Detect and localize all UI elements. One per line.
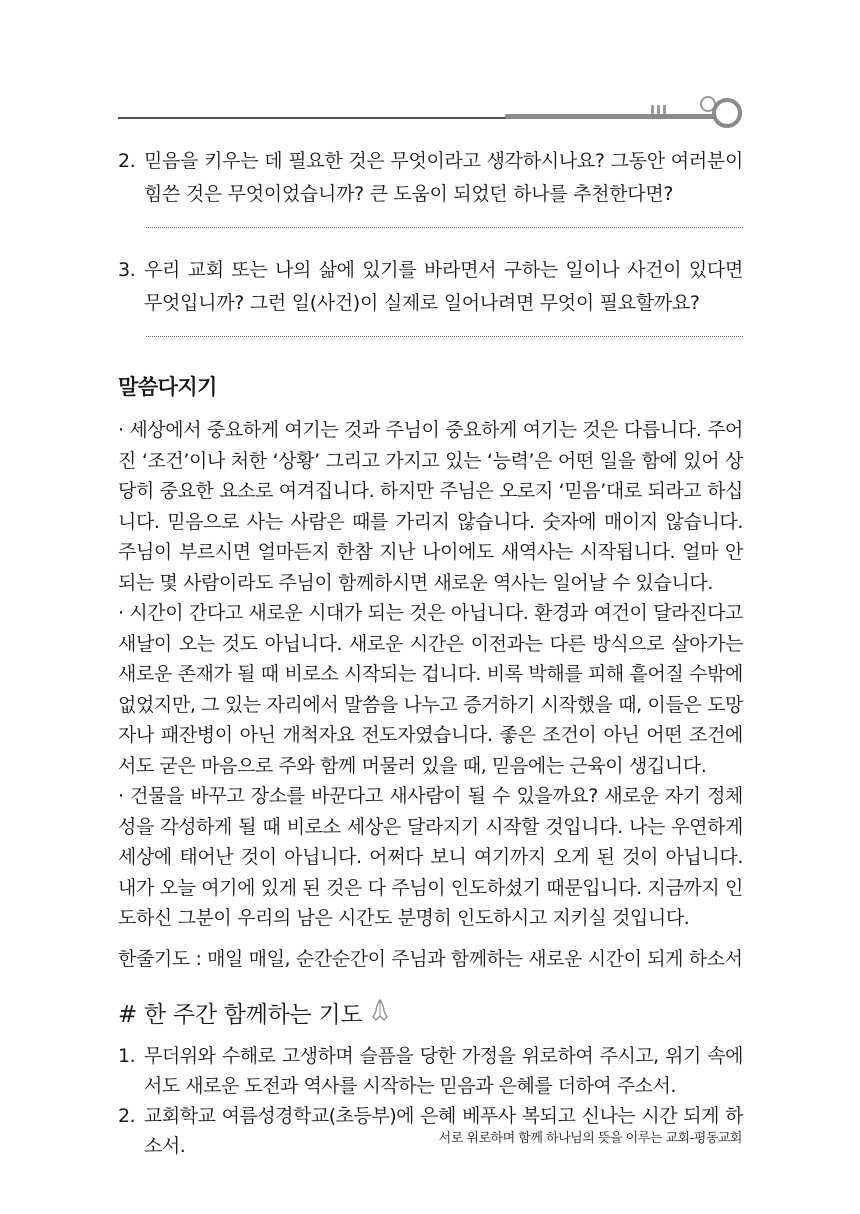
question-text: 우리 교회 또는 나의 삶에 있기를 바라면서 구하는 일이나 사건이 있다면 무엇입니까? 그런 일(사건)이 실제로 일어나려면 무엇이 필요할까요? <box>144 259 743 314</box>
question-2 <box>118 145 743 228</box>
question-number: 3. <box>118 259 136 281</box>
prayer-item-text: 교회학교 여름성경학교(초등부)에 은혜 베푸사 복되고 신나는 시간 되게 하소서. <box>144 1104 743 1157</box>
prayer-item-text: 무더위와 수해로 고생하며 슬픔을 당한 가정을 위로하여 주시고, 위기 속에서도 새로운 도전과 역사를 시작하는 믿음과 은혜를 더하여 주소서. <box>144 1044 743 1097</box>
header-rule-accent <box>505 114 727 119</box>
answer-line[interactable] <box>146 336 743 337</box>
prayer-item-number: 2. <box>118 1104 136 1127</box>
question-3 <box>118 254 743 337</box>
prayer-item <box>118 1041 743 1101</box>
header-dots <box>651 99 691 109</box>
page-footer: 서로 위로하며 함께 하나님의 뜻을 이루는 교회-평동교회 <box>438 1131 742 1146</box>
paragraph: · 건물을 바꾸고 장소를 바꾼다고 새사람이 될 수 있을까요? 새로운 자기 정체성을 각성하게 될 때 비로소 세상은 달라지기 시작할 것입니다. 나는 우연하게 세상에 태어난 것이 아닙니다. 어쩌다 보니 여기까지 오게 된 것이 아닙니다. 내가 오늘 여기에 있게 된 것은 다 주님이 인도하셨기 때문입니다. 지금까지 인도하신 그분이 우리의 남은 시간도 분명히 인도하시고 지키실 것입니다. <box>118 785 743 929</box>
page-content <box>118 145 743 1161</box>
weekly-prayer-heading: # 한 주간 함께하는 기도 <box>118 1001 363 1028</box>
header-ring-large <box>712 98 742 128</box>
paragraph: · 세상에서 중요하게 여기는 것과 주님이 중요하게 여기는 것은 다릅니다. 주어진 ‘조건’이나 처한 ‘상황’ 그리고 가지고 있는 ‘능력’은 어떤 일을 함에 있어 상당히 중요한 요소로 여겨집니다. 하지만 주님은 오로지 ‘믿음’대로 되라고 하십니다. 믿음으로 사는 사람은 때를 가리지 않습니다. 숫자에 매이지 않습니다. 주님이 부르시면 얼마든지 한참 지난 나이에도 새역사는 시작됩니다. 얼마 안 되는 몇 사람이라도 주님이 함께하시면 새로운 역사는 일어날 수 있습니다. <box>118 419 743 594</box>
prayer-item-number: 1. <box>118 1044 136 1067</box>
weekly-prayer-title <box>118 996 743 1029</box>
question-number: 2. <box>118 150 136 172</box>
praying-hands-icon <box>370 998 390 1027</box>
answer-line[interactable] <box>146 227 743 228</box>
paragraph: · 시간이 간다고 새로운 시대가 되는 것은 아닙니다. 환경과 여건이 달라진다고 새날이 오는 것도 아닙니다. 새로운 시간은 이전과는 다른 방식으로 살아가는 새로운 존재가 될 때 비로소 시작되는 겁니다. 비록 박해를 피해 흩어질 수밖에 없었지만, 그 있는 자리에서 말씀을 나누고 증거하기 시작했을 때, 이들은 도망자나 패잔병이 아닌 개척자요 전도자였습니다. 좋은 조건이 아닌 어떤 조건에서도 굳은 마음으로 주와 함께 머물러 있을 때, 믿음에는 근육이 생깁니다. <box>118 602 743 777</box>
question-text: 믿음을 키우는 데 필요한 것은 무엇이라고 생각하시나요? 그동안 여러분이 힘쓴 것은 무엇이었습니까? 큰 도움이 되었던 하나를 추천한다면? <box>144 150 743 205</box>
section-title: 말씀다지기 <box>118 375 217 399</box>
one-line-prayer: 한줄기도 : 매일 매일, 순간순간이 주님과 함께하는 새로운 시간이 되게 하소서 <box>118 947 743 970</box>
